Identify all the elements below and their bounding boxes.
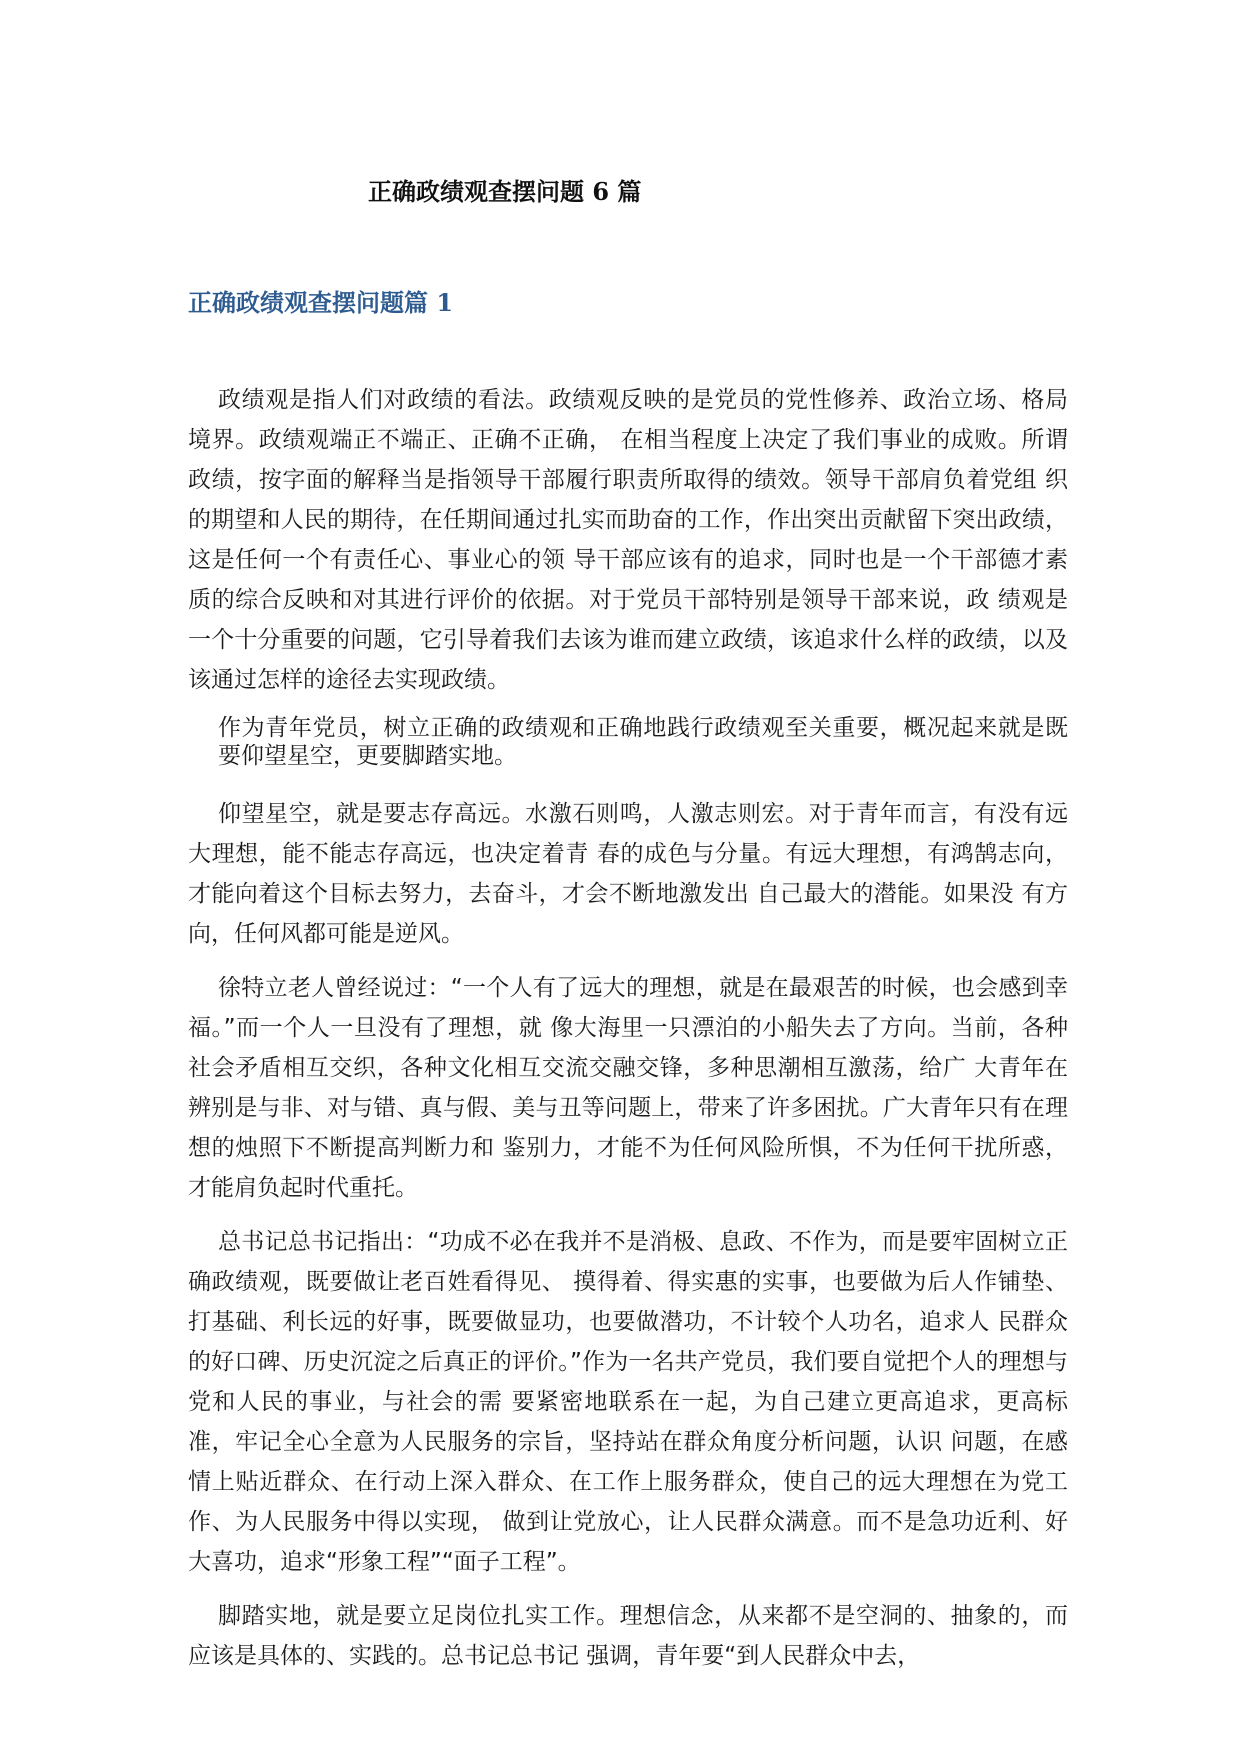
- paragraph: 政绩观是指人们对政绩的看法。政绩观反映的是党员的党性修养、政治立场、格局境界。政绩观端正不端正、正确不正确， 在相当程度上决定了我们事业的成败。所谓政绩，按字面的解释当是指领导干部履行职责所取得的绩效。领导干部肩负着党组 织的期望和人民的期待，在任期间通过扎实而助奋的工作，作出突出贡献留下突出政绩，这是任何一个有责任心、事业心的领 导干部应该有的追求，同时也是一个干部德才素质的综合反映和对其进行评价的依据。对于党员干部特别是领导干部来说，政 绩观是一个十分重要的问题，它引导着我们去该为谁而建立政绩，该追求什么样的政绩，以及该通过怎样的途径去实现政绩。: [188, 387, 1068, 693]
- paragraph: 总书记总书记指出：“功成不必在我并不是消极、息政、不作为，而是要牢固树立正确政绩观，既要做让老百姓看得见、 摸得着、得实惠的实事，也要做为后人作铺垫、打基础、利长远的好事，既要做显功，也要做潜功，不计较个人功名，追求人 民群众的好口碑、历史沉淀之后真正的评价。”作为一名共产党员，我们要自觉把个人的理想与党和人民的事业，与社会的需 要紧密地联系在一起，为自己建立更高追求，更高标准，牢记全心全意为人民服务的宗旨，坚持站在群众角度分析问题，认识 问题，在感情上贴近群众、在行动上深入群众、在工作上服务群众，使自己的远大理想在为党工作、为人民服务中得以实现， 做到让党放心，让人民群众满意。而不是急功近利、好大喜功，追求“形象工程”“面子工程”。: [188, 1229, 1068, 1575]
- document-title: 正确政绩观查摆问题 6 篇: [368, 177, 642, 206]
- paragraph: 作为青年党员，树立正确的政绩观和正确地践行政绩观至关重要，概况起来就是既要仰望星空，更要脚踏实地。: [218, 715, 1068, 769]
- paragraph: 脚踏实地，就是要立足岗位扎实工作。理想信念，从来都不是空洞的、抽象的，而应该是具体的、实践的。总书记总书记 强调，青年要“到人民群众中去，: [188, 1603, 1068, 1669]
- paragraph: 徐特立老人曾经说过：“一个人有了远大的理想，就是在最艰苦的时候，也会感到幸福。”而一个人一旦没有了理想，就 像大海里一只漂泊的小船失去了方向。当前，各种社会矛盾相互交织，各种文化相互交流交融交锋，多种思潮相互激荡，给广 大青年在辨别是与非、对与错、真与假、美与丑等问题上，带来了许多困扰。广大青年只有在理想的烛照下不断提高判断力和 鉴别力，才能不为任何风险所惧，不为任何干扰所惑，才能肩负起时代重托。: [188, 975, 1068, 1201]
- paragraph: 仰望星空，就是要志存高远。水激石则鸣，人激志则宏。对于青年而言，有没有远大理想，能不能志存高远，也决定着青 春的成色与分量。有远大理想，有鸿鹄志向，才能向着这个目标去努力，去奋斗，才会不断地激发出 自己最大的潜能。如果没 有方向，任何风都可能是逆风。: [188, 801, 1068, 947]
- document-body: [188, 380, 1068, 1690]
- section-heading: 正确政绩观查摆问题篇 1: [188, 288, 454, 317]
